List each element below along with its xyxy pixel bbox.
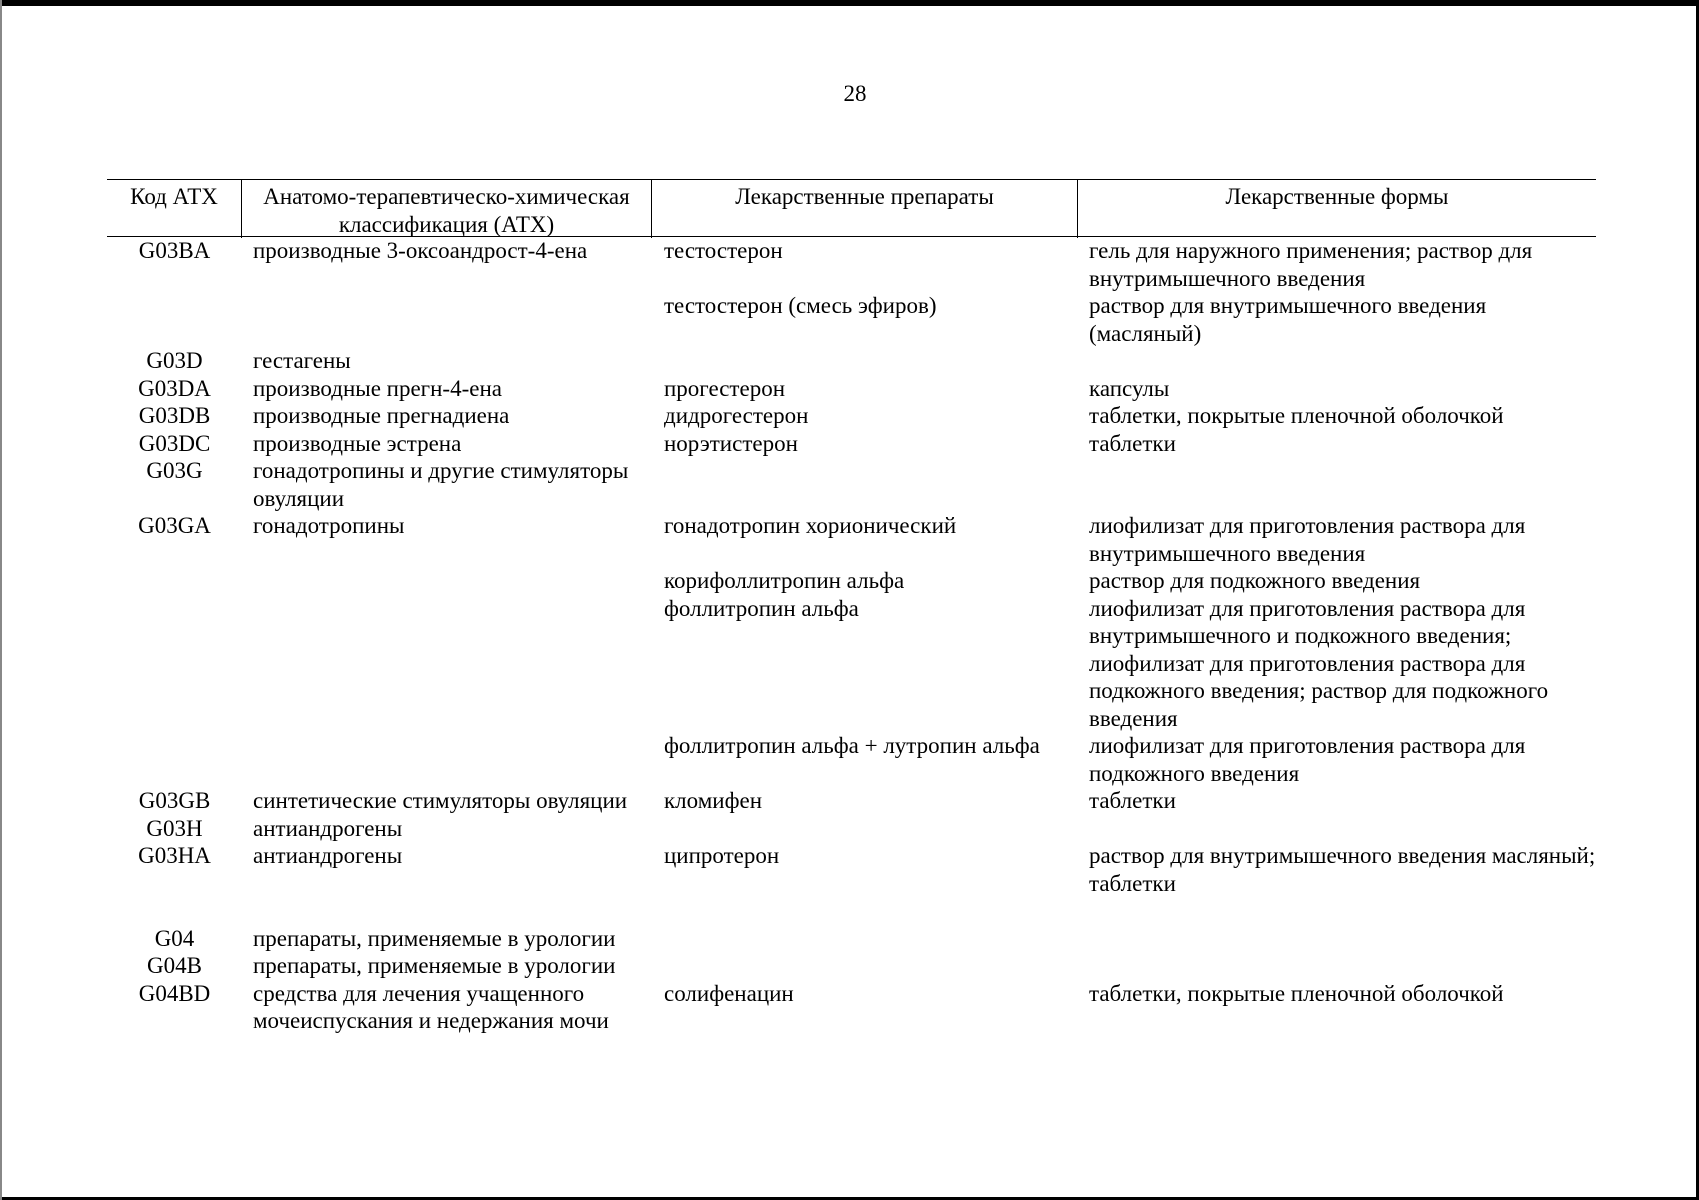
cell-code: G03GB: [138, 788, 211, 813]
atc-table: [107, 179, 1596, 1035]
cell-form: таблетки: [1089, 430, 1176, 456]
row-spacer: [107, 897, 1596, 925]
cell-code: G03BA: [138, 238, 211, 263]
cell-class: [242, 595, 652, 733]
cell-drug: [652, 347, 1078, 375]
cell-drug: тестостерон (смесь эфиров): [664, 293, 937, 318]
cell-drug: кломифен: [664, 788, 762, 813]
cell-code: [107, 567, 242, 595]
cell-drug: корифоллитропин альфа: [664, 568, 905, 593]
cell-code: [107, 292, 242, 347]
table-row: [107, 567, 1596, 595]
table-row: [107, 402, 1596, 430]
cell-form: таблетки, покрытые пленочной оболочкой: [1089, 403, 1504, 428]
cell-class: антиандрогены: [253, 843, 403, 868]
cell-drug: фоллитропин альфа: [664, 595, 859, 621]
cell-drug: фоллитропин альфа + лутропин альфа: [664, 733, 1040, 758]
cell-class: [242, 567, 652, 595]
cell-code: G03DB: [138, 403, 211, 428]
cell-code: G03D: [146, 348, 203, 373]
cell-class: [242, 292, 652, 347]
cell-code: G04: [154, 925, 195, 951]
table-row: [107, 952, 1596, 980]
cell-code: G04BD: [138, 980, 211, 1006]
cell-drug: гонадотропин хорионический: [664, 513, 957, 538]
cell-code: G03GA: [138, 513, 211, 538]
header-drugs: Лекарственные препараты: [652, 180, 1078, 238]
cell-form: лиофилизат для приготовления раствора для внутримышечного и подкожного введения; лиофилизат для приготовления раствора для подкожного введения; раствор для подкожного введения: [1089, 595, 1549, 731]
scan-border-top: [0, 0, 1699, 6]
cell-drug: тестостерон: [664, 238, 783, 263]
cell-class: производные 3-оксоандрост-4-ена: [253, 238, 588, 263]
cell-class: антиандрогены: [253, 815, 403, 841]
cell-form: гель для наружного применения; раствор для внутримышечного введения: [1089, 238, 1533, 291]
cell-class: производные прегнадиена: [253, 403, 510, 428]
table-row: [107, 815, 1596, 843]
cell-class: синтетические стимуляторы овуляции: [253, 788, 628, 813]
cell-class: производные прегн-4-ена: [253, 375, 502, 401]
page-number: 28: [843, 81, 867, 106]
cell-class: препараты, применяемые в урологии: [253, 925, 616, 951]
cell-code: G03DC: [138, 430, 211, 456]
cell-form: [1078, 952, 1596, 980]
cell-form: капсулы: [1089, 375, 1170, 401]
table-row: [107, 787, 1596, 815]
cell-class: гонадотропины и другие стимуляторы овуляции: [253, 458, 629, 511]
cell-class: средства для лечения учащенного мочеиспускания и недержания мочи: [253, 980, 609, 1033]
cell-form: раствор для подкожного введения: [1089, 568, 1421, 593]
table-row: [107, 980, 1596, 1035]
table-row: [107, 430, 1596, 458]
cell-code: G03H: [146, 815, 203, 841]
cell-drug: [652, 457, 1078, 512]
cell-code: G03HA: [138, 843, 211, 868]
cell-code: G03DA: [138, 375, 211, 401]
table-row: [107, 512, 1596, 567]
table-row: [107, 292, 1596, 347]
table-row: [107, 595, 1596, 733]
cell-drug: солифенацин: [664, 980, 794, 1006]
table-row: [107, 237, 1596, 292]
cell-drug: норэтистерон: [664, 430, 798, 456]
table-row: [107, 732, 1596, 787]
cell-drug: [652, 925, 1078, 953]
table-body: [107, 237, 1596, 1035]
cell-code: [107, 732, 242, 787]
cell-form: лиофилизат для приготовления раствора для внутримышечного введения: [1089, 513, 1526, 566]
cell-form: [1078, 347, 1596, 375]
cell-form: [1078, 457, 1596, 512]
cell-drug: [652, 952, 1078, 980]
cell-drug: [652, 815, 1078, 843]
cell-class: производные эстрена: [253, 430, 462, 456]
header-code: Код АТХ: [107, 180, 242, 238]
cell-class: гонадотропины: [253, 513, 405, 538]
cell-class: гестагены: [253, 348, 351, 373]
cell-form: [1078, 815, 1596, 843]
cell-code: [107, 595, 242, 733]
cell-drug: прогестерон: [664, 375, 785, 401]
table-row: [107, 842, 1596, 897]
cell-drug: дидрогестерон: [664, 403, 809, 428]
cell-form: [1078, 925, 1596, 953]
table-header: [107, 179, 1596, 237]
cell-form: таблетки, покрытые пленочной оболочкой: [1089, 980, 1504, 1006]
table-row: [107, 457, 1596, 512]
cell-form: раствор для внутримышечного введения масляный; таблетки: [1089, 843, 1596, 896]
table-row: [107, 347, 1596, 375]
header-classification: Анатомо-терапевтическо-химическая классификация (АТХ): [242, 180, 652, 238]
header-forms: Лекарственные формы: [1225, 184, 1449, 209]
cell-class: препараты, применяемые в урологии: [253, 953, 616, 978]
cell-code: G03G: [146, 458, 203, 483]
cell-form: таблетки: [1089, 788, 1176, 813]
scan-border-left: [0, 0, 2, 1200]
table-row: [107, 375, 1596, 403]
cell-code: G04B: [147, 953, 202, 978]
table-row: [107, 925, 1596, 953]
cell-class: [242, 732, 652, 787]
cell-drug: ципротерон: [664, 843, 780, 868]
cell-form: лиофилизат для приготовления раствора для подкожного введения: [1089, 733, 1526, 786]
cell-form: раствор для внутримышечного введения (масляный): [1089, 293, 1487, 346]
